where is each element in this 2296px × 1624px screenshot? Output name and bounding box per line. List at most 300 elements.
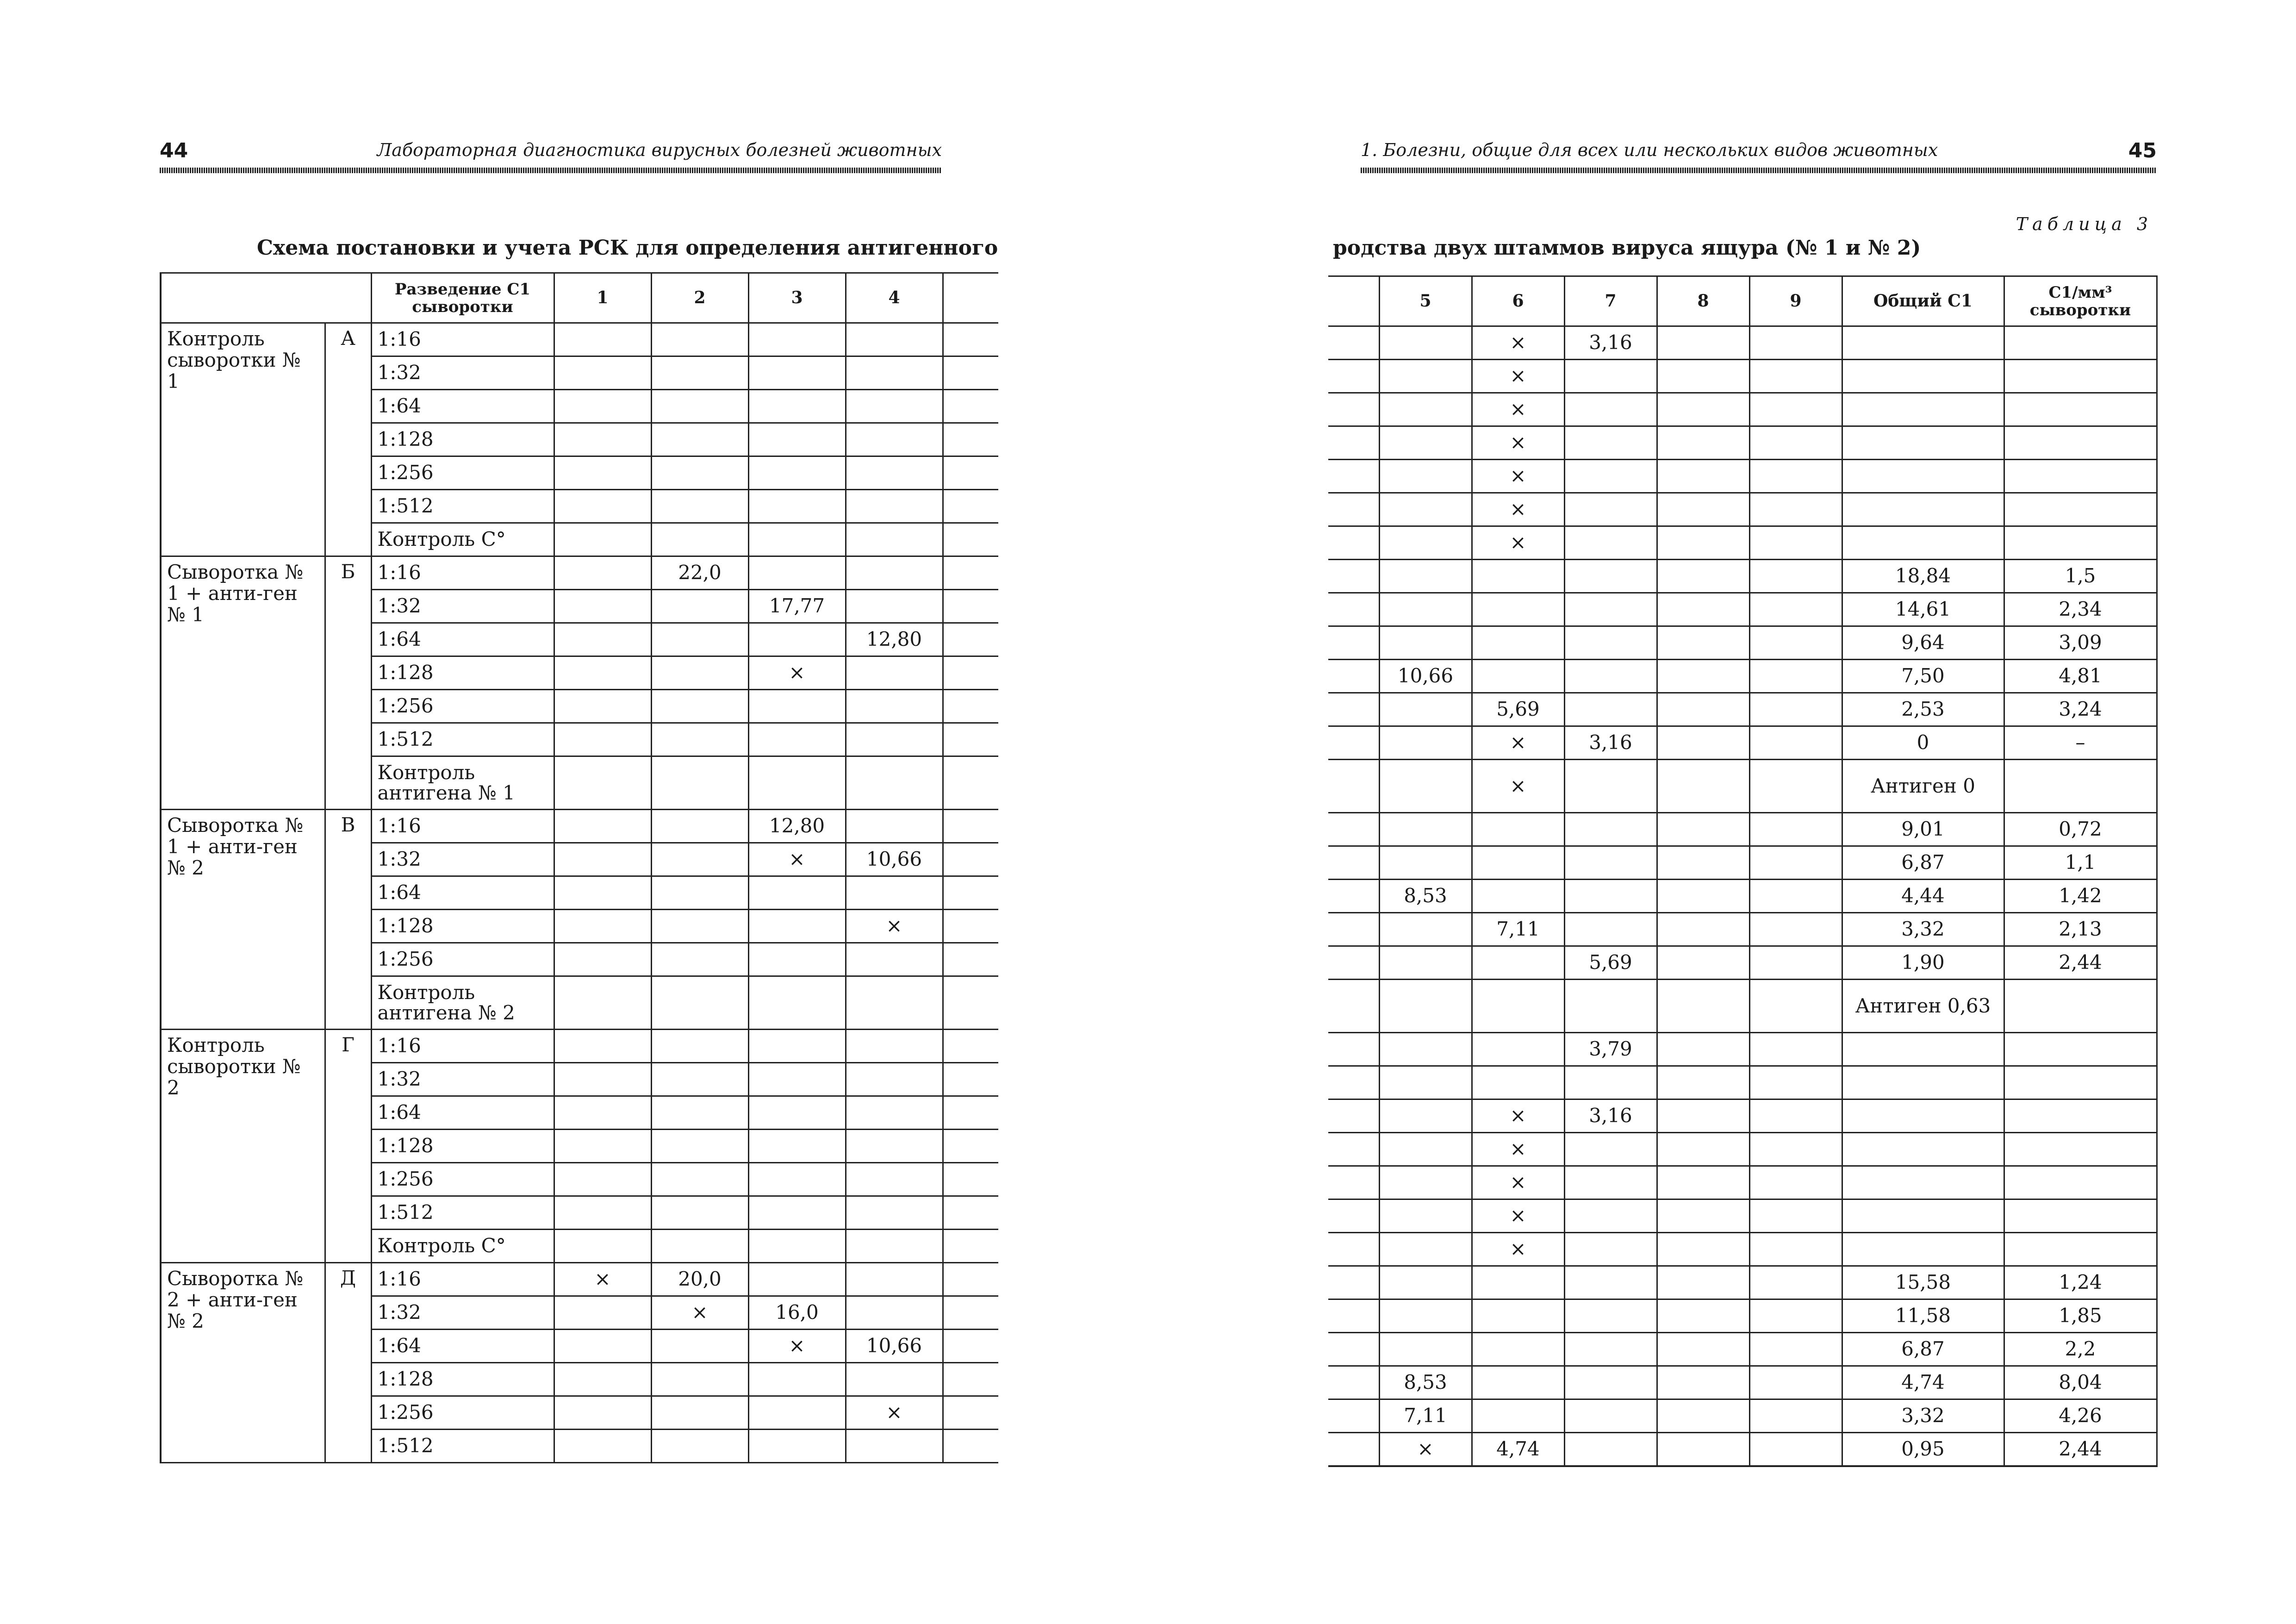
value-cell	[1657, 560, 1749, 593]
value-cell	[1749, 360, 1842, 393]
value-cell	[1749, 1133, 1842, 1166]
value-cell	[1379, 1099, 1472, 1133]
value-cell	[554, 1296, 651, 1330]
continued-cell	[943, 1296, 998, 1330]
value-cell	[1749, 593, 1842, 626]
value-cell: 6,87	[1842, 1333, 2004, 1366]
page-number: 45	[2128, 139, 2157, 162]
value-cell	[2004, 460, 2157, 493]
continued-cell	[943, 1130, 998, 1163]
value-cell	[1379, 1033, 1472, 1066]
continued-cell	[943, 1230, 998, 1263]
value-cell	[651, 876, 748, 910]
value-cell	[1749, 980, 1842, 1033]
value-cell: 3,32	[1842, 1399, 2004, 1433]
value-cell	[2004, 493, 2157, 526]
value-cell: 18,84	[1842, 560, 2004, 593]
value-cell: ×	[1379, 1433, 1472, 1467]
value-cell	[1564, 426, 1657, 460]
value-cell	[1564, 1166, 1657, 1199]
table-title-continued: родства двух штаммов вируса ящура (№ 1 и № 2)	[1333, 236, 1921, 260]
value-cell	[748, 1096, 846, 1130]
value-cell	[651, 356, 748, 390]
value-cell	[1749, 560, 1842, 593]
value-cell	[1657, 880, 1749, 913]
value-cell	[651, 843, 748, 876]
table-row	[1328, 1133, 2157, 1166]
continued-cell	[943, 1396, 998, 1430]
continued-cell	[1328, 846, 1379, 880]
value-cell	[2004, 1199, 2157, 1233]
continued-cell	[1328, 880, 1379, 913]
value-cell	[651, 756, 748, 810]
value-cell: ×	[1472, 460, 1564, 493]
value-cell	[2004, 980, 2157, 1033]
rsk-scheme-table	[160, 272, 998, 1463]
value-cell	[846, 943, 943, 976]
value-cell	[1379, 1133, 1472, 1166]
continued-cell	[943, 356, 998, 390]
dilution-cell: 1:16	[371, 1263, 554, 1296]
value-cell	[748, 1263, 846, 1296]
dilution-cell: 1:128	[371, 1363, 554, 1396]
header-col-continued	[1328, 276, 1379, 326]
value-cell	[651, 690, 748, 723]
value-cell: Антиген 0,63	[1842, 980, 2004, 1033]
value-cell	[1749, 1333, 1842, 1366]
value-cell	[1379, 760, 1472, 813]
value-cell	[651, 1430, 748, 1463]
value-cell: ×	[1472, 526, 1564, 560]
table-row	[1328, 1199, 2157, 1233]
value-cell	[554, 1096, 651, 1130]
continued-cell	[943, 910, 998, 943]
value-cell	[1379, 626, 1472, 660]
value-cell	[846, 1296, 943, 1330]
value-cell	[2004, 1099, 2157, 1133]
value-cell	[1657, 760, 1749, 813]
value-cell: ×	[1472, 1233, 1564, 1266]
value-cell	[1564, 360, 1657, 393]
value-cell	[1564, 1333, 1657, 1366]
value-cell	[1564, 626, 1657, 660]
continued-cell	[1328, 460, 1379, 493]
value-cell: 9,64	[1842, 626, 2004, 660]
value-cell	[1379, 726, 1472, 760]
table-row	[1328, 980, 2157, 1033]
header-rule	[1361, 168, 2157, 173]
value-cell	[1564, 660, 1657, 693]
value-cell: 10,66	[846, 1330, 943, 1363]
value-cell: 4,26	[2004, 1399, 2157, 1433]
continued-cell	[943, 423, 998, 456]
value-cell	[1472, 1033, 1564, 1066]
value-cell	[554, 843, 651, 876]
value-cell	[1657, 946, 1749, 980]
header-blank	[161, 273, 371, 323]
value-cell: 0,95	[1842, 1433, 2004, 1467]
dilution-cell: 1:128	[371, 910, 554, 943]
value-cell: 3,16	[1564, 326, 1657, 360]
value-cell: 8,04	[2004, 1366, 2157, 1399]
value-cell	[1379, 493, 1472, 526]
value-cell	[554, 723, 651, 756]
continued-cell	[1328, 980, 1379, 1033]
value-cell	[651, 1030, 748, 1063]
value-cell: 0,72	[2004, 813, 2157, 846]
continued-cell	[943, 1030, 998, 1063]
value-cell	[748, 1430, 846, 1463]
value-cell: 17,77	[748, 590, 846, 623]
value-cell	[1657, 1333, 1749, 1366]
value-cell	[846, 656, 943, 690]
continued-cell	[943, 523, 998, 556]
dilution-cell: 1:16	[371, 323, 554, 356]
table-row	[1328, 326, 2157, 360]
value-cell	[554, 523, 651, 556]
value-cell	[1842, 526, 2004, 560]
value-cell	[748, 1163, 846, 1196]
value-cell	[2004, 1133, 2157, 1166]
value-cell	[1472, 1333, 1564, 1366]
value-cell	[2004, 1033, 2157, 1066]
continued-cell	[943, 490, 998, 523]
value-cell: 12,80	[748, 810, 846, 843]
value-cell	[1657, 1233, 1749, 1266]
dilution-cell: 1:64	[371, 1096, 554, 1130]
value-cell: 4,81	[2004, 660, 2157, 693]
value-cell: 3,16	[1564, 726, 1657, 760]
value-cell	[554, 1063, 651, 1096]
value-cell	[846, 390, 943, 423]
value-cell	[1472, 1399, 1564, 1433]
continued-cell	[1328, 1299, 1379, 1333]
value-cell	[1379, 593, 1472, 626]
value-cell: 1,1	[2004, 846, 2157, 880]
value-cell	[651, 1230, 748, 1263]
value-cell	[554, 423, 651, 456]
value-cell	[2004, 1066, 2157, 1099]
value-cell: ×	[554, 1263, 651, 1296]
value-cell	[651, 523, 748, 556]
header-col-7: 7	[1564, 276, 1657, 326]
value-cell	[1379, 460, 1472, 493]
value-cell	[554, 323, 651, 356]
value-cell: ×	[846, 910, 943, 943]
value-cell	[1564, 493, 1657, 526]
value-cell	[651, 723, 748, 756]
value-cell	[1657, 693, 1749, 726]
table-row	[1328, 760, 2157, 813]
value-cell	[1657, 526, 1749, 560]
value-cell: ×	[846, 1396, 943, 1430]
value-cell	[1657, 726, 1749, 760]
continued-cell	[1328, 946, 1379, 980]
dilution-cell: 1:128	[371, 1130, 554, 1163]
value-cell	[1842, 326, 2004, 360]
group-letter: Б	[325, 556, 371, 810]
dilution-cell: 1:256	[371, 456, 554, 490]
value-cell: 7,50	[1842, 660, 2004, 693]
value-cell	[1657, 1066, 1749, 1099]
dilution-cell: 1:512	[371, 490, 554, 523]
header-col-8: 8	[1657, 276, 1749, 326]
value-cell	[1564, 1266, 1657, 1299]
value-cell: 11,58	[1842, 1299, 2004, 1333]
value-cell	[1379, 426, 1472, 460]
table-row	[1328, 493, 2157, 526]
value-cell	[554, 1163, 651, 1196]
table-row	[1328, 1066, 2157, 1099]
value-cell	[651, 1330, 748, 1363]
value-cell	[554, 1130, 651, 1163]
value-cell	[1749, 1066, 1842, 1099]
table-row	[161, 556, 998, 590]
value-cell	[2004, 1166, 2157, 1199]
dilution-cell: 1:64	[371, 623, 554, 656]
continued-cell	[943, 810, 998, 843]
value-cell	[1379, 360, 1472, 393]
value-cell: 0	[1842, 726, 2004, 760]
value-cell	[554, 1363, 651, 1396]
value-cell	[1657, 1399, 1749, 1433]
value-cell	[1657, 1299, 1749, 1333]
value-cell	[2004, 426, 2157, 460]
value-cell	[846, 456, 943, 490]
value-cell	[1472, 593, 1564, 626]
value-cell	[1749, 460, 1842, 493]
value-cell: 10,66	[846, 843, 943, 876]
value-cell	[1564, 393, 1657, 426]
page-number: 44	[160, 139, 188, 162]
value-cell	[651, 590, 748, 623]
table-row	[1328, 626, 2157, 660]
value-cell	[1379, 1066, 1472, 1099]
value-cell	[846, 523, 943, 556]
table-row	[1328, 426, 2157, 460]
dilution-cell: Контроль антигена № 2	[371, 976, 554, 1030]
value-cell	[1657, 1199, 1749, 1233]
value-cell	[748, 910, 846, 943]
value-cell	[651, 1096, 748, 1130]
value-cell	[1749, 846, 1842, 880]
value-cell	[554, 756, 651, 810]
value-cell	[651, 1163, 748, 1196]
value-cell: 2,53	[1842, 693, 2004, 726]
dilution-cell: 1:512	[371, 1430, 554, 1463]
value-cell	[1842, 1166, 2004, 1199]
value-cell	[1564, 880, 1657, 913]
value-cell: ×	[1472, 326, 1564, 360]
value-cell	[1749, 1233, 1842, 1266]
table-row	[1328, 526, 2157, 560]
continued-cell	[1328, 1166, 1379, 1199]
value-cell	[1564, 560, 1657, 593]
value-cell	[748, 1196, 846, 1230]
continued-cell	[943, 623, 998, 656]
value-cell	[2004, 526, 2157, 560]
dilution-cell: 1:32	[371, 356, 554, 390]
value-cell	[846, 1096, 943, 1130]
table-row	[1328, 393, 2157, 426]
left-page	[0, 0, 1064, 1624]
table-header-row	[161, 273, 998, 323]
value-cell	[1749, 693, 1842, 726]
value-cell	[748, 723, 846, 756]
header-rule	[160, 168, 942, 173]
value-cell	[846, 490, 943, 523]
value-cell	[1749, 1199, 1842, 1233]
value-cell	[651, 323, 748, 356]
value-cell	[554, 590, 651, 623]
value-cell	[748, 1030, 846, 1063]
value-cell	[846, 1430, 943, 1463]
continued-cell	[943, 1363, 998, 1396]
value-cell	[1379, 326, 1472, 360]
value-cell	[651, 390, 748, 423]
dilution-cell: Контроль антигена № 1	[371, 756, 554, 810]
value-cell	[1472, 946, 1564, 980]
value-cell	[1842, 1099, 2004, 1133]
value-cell	[1472, 1266, 1564, 1299]
group-label: Сыворотка № 1 + анти-ген № 2	[161, 810, 325, 1030]
value-cell	[1842, 393, 2004, 426]
table-row	[161, 323, 998, 356]
value-cell	[1564, 1066, 1657, 1099]
value-cell: ×	[1472, 426, 1564, 460]
value-cell	[1657, 393, 1749, 426]
table-row	[1328, 813, 2157, 846]
value-cell	[651, 423, 748, 456]
value-cell	[1564, 760, 1657, 813]
value-cell	[1657, 1166, 1749, 1199]
group-label: Контроль сыворотки № 2	[161, 1030, 325, 1263]
value-cell	[1564, 593, 1657, 626]
dilution-cell: 1:32	[371, 1063, 554, 1096]
value-cell	[1657, 326, 1749, 360]
continued-cell	[943, 976, 998, 1030]
group-letter: В	[325, 810, 371, 1030]
value-cell	[1379, 813, 1472, 846]
header-col-2: 2	[651, 273, 748, 323]
continued-cell	[1328, 593, 1379, 626]
group-letter: Д	[325, 1263, 371, 1463]
value-cell	[1749, 1299, 1842, 1333]
value-cell	[748, 456, 846, 490]
value-cell	[748, 490, 846, 523]
continued-cell	[1328, 1433, 1379, 1467]
value-cell	[748, 1230, 846, 1263]
value-cell	[1657, 360, 1749, 393]
table-row	[1328, 1399, 2157, 1433]
value-cell: 15,58	[1842, 1266, 2004, 1299]
table-row	[1328, 1299, 2157, 1333]
value-cell	[651, 943, 748, 976]
value-cell: 6,87	[1842, 846, 2004, 880]
value-cell	[651, 910, 748, 943]
value-cell	[554, 556, 651, 590]
value-cell	[748, 1063, 846, 1096]
value-cell	[1842, 1199, 2004, 1233]
value-cell	[1749, 913, 1842, 946]
continued-cell	[943, 556, 998, 590]
value-cell	[2004, 393, 2157, 426]
continued-cell	[943, 1163, 998, 1196]
value-cell	[554, 456, 651, 490]
value-cell	[1842, 1033, 2004, 1066]
value-cell	[1749, 393, 1842, 426]
value-cell	[846, 976, 943, 1030]
value-cell	[554, 1230, 651, 1263]
value-cell	[1379, 1333, 1472, 1366]
value-cell	[651, 976, 748, 1030]
value-cell: 12,80	[846, 623, 943, 656]
value-cell: ×	[748, 656, 846, 690]
value-cell	[554, 1430, 651, 1463]
table-row	[1328, 946, 2157, 980]
table-row	[161, 1030, 998, 1063]
value-cell	[1842, 1133, 2004, 1166]
value-cell: ×	[748, 843, 846, 876]
dilution-cell: Контроль С°	[371, 1230, 554, 1263]
value-cell	[748, 876, 846, 910]
value-cell: 9,01	[1842, 813, 2004, 846]
continued-cell	[1328, 726, 1379, 760]
value-cell	[1749, 760, 1842, 813]
value-cell	[1749, 726, 1842, 760]
continued-cell	[1328, 493, 1379, 526]
value-cell	[554, 943, 651, 976]
value-cell	[1564, 846, 1657, 880]
value-cell	[1657, 846, 1749, 880]
value-cell	[1657, 813, 1749, 846]
value-cell	[1564, 460, 1657, 493]
value-cell	[1749, 813, 1842, 846]
value-cell	[1472, 1066, 1564, 1099]
value-cell: 20,0	[651, 1263, 748, 1296]
value-cell	[1749, 1366, 1842, 1399]
value-cell	[1379, 1299, 1472, 1333]
continued-cell	[943, 590, 998, 623]
value-cell: 8,53	[1379, 1366, 1472, 1399]
dilution-cell: 1:16	[371, 556, 554, 590]
value-cell	[1379, 1233, 1472, 1266]
value-cell	[1472, 980, 1564, 1033]
value-cell	[554, 876, 651, 910]
value-cell	[1472, 880, 1564, 913]
table-row	[161, 810, 998, 843]
value-cell	[651, 810, 748, 843]
table-title: Схема постановки и учета РСК для определения антигенного	[257, 236, 998, 260]
value-cell	[554, 1196, 651, 1230]
value-cell	[1749, 1166, 1842, 1199]
value-cell	[1749, 1266, 1842, 1299]
value-cell: 3,09	[2004, 626, 2157, 660]
value-cell	[1749, 493, 1842, 526]
value-cell	[1657, 1266, 1749, 1299]
value-cell: 22,0	[651, 556, 748, 590]
value-cell	[1564, 1366, 1657, 1399]
continued-cell	[943, 1330, 998, 1363]
value-cell	[1749, 1033, 1842, 1066]
dilution-cell: 1:512	[371, 1196, 554, 1230]
value-cell	[748, 756, 846, 810]
value-cell	[1842, 1066, 2004, 1099]
table-row	[1328, 693, 2157, 726]
continued-cell	[1328, 1133, 1379, 1166]
continued-cell	[1328, 913, 1379, 946]
value-cell	[846, 590, 943, 623]
